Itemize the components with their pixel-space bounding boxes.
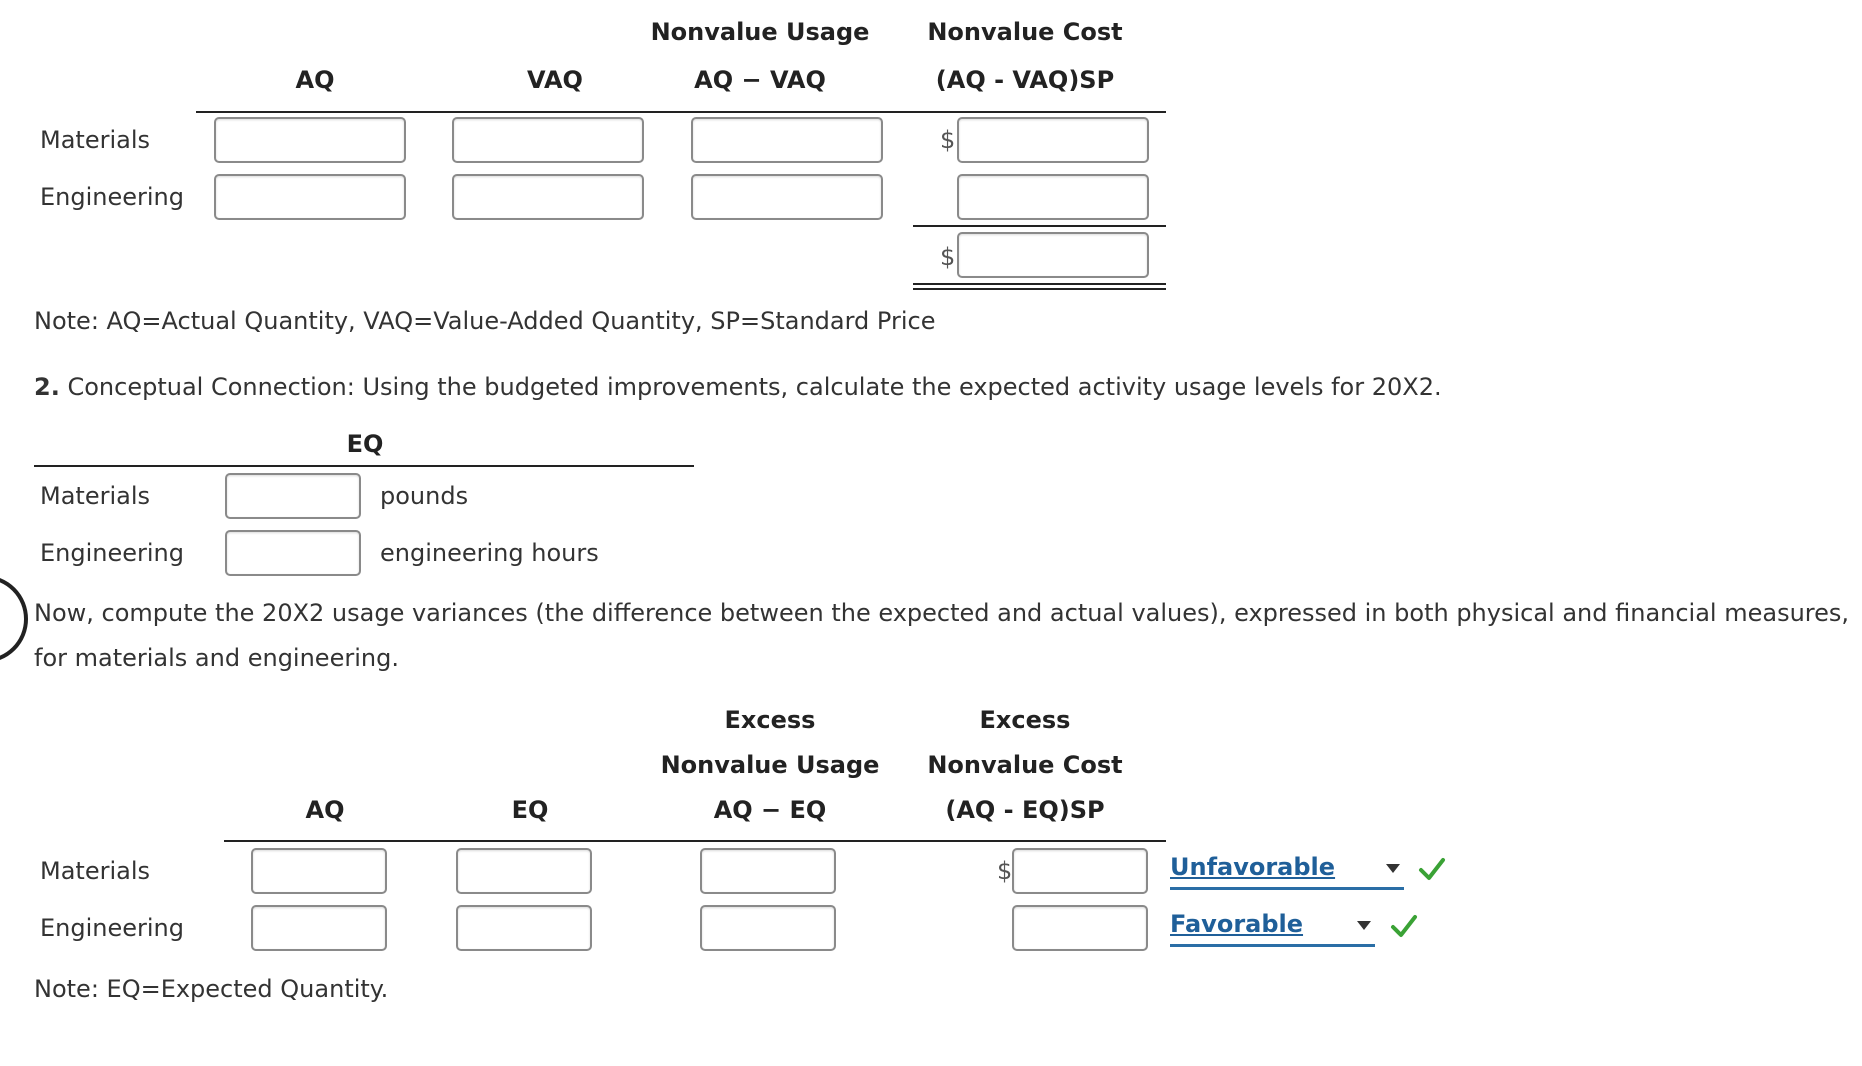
nonvalue-cost-header-line2: (AQ - VAQ)SP <box>935 66 1115 94</box>
table1-total-double-rule-bottom <box>913 288 1166 290</box>
table1-materials-aq-input[interactable] <box>214 117 406 163</box>
excess-cost-header-line1: Excess <box>979 706 1071 734</box>
page-edge-arc <box>0 575 28 663</box>
table3-materials-aq-input[interactable] <box>251 848 387 894</box>
excess-usage-header-line2: Nonvalue Usage <box>660 751 880 779</box>
table3-engineering-variance-select[interactable] <box>1170 910 1375 947</box>
excess-cost-header-line2: Nonvalue Cost <box>927 751 1123 779</box>
table3-engineering-eq-input[interactable] <box>456 905 592 951</box>
table1-row-engineering-label: Engineering <box>40 183 184 211</box>
question2-number: 2. <box>34 373 60 401</box>
table3-engineering-cost-input[interactable] <box>1012 905 1148 951</box>
table2-engineering-eq-input[interactable] <box>225 530 361 576</box>
check-icon <box>1390 913 1418 939</box>
table1-total-double-rule-top <box>913 283 1166 285</box>
table2-materials-eq-input[interactable] <box>225 473 361 519</box>
table1-engineering-aq-input[interactable] <box>214 174 406 220</box>
question2-body: Conceptual Connection: Using the budgeted improvements, calculate the expected activity usage levels for 20X2. <box>67 373 1442 401</box>
table1-engineering-vaq-input[interactable] <box>452 174 644 220</box>
table1-note: Note: AQ=Actual Quantity, VAQ=Value-Added Quantity, SP=Standard Price <box>34 307 936 335</box>
instruction-line2: for materials and engineering. <box>34 644 399 672</box>
table3-engineering-variance-value: Favorable <box>1170 910 1304 938</box>
vaq-header: VAQ <box>527 66 583 94</box>
table3-engineering-aq-input[interactable] <box>251 905 387 951</box>
table3-eq-header: EQ <box>511 796 549 824</box>
nonvalue-usage-header-line1: Nonvalue Usage <box>650 18 870 46</box>
excess-usage-header-line3: AQ − EQ <box>713 796 827 824</box>
table1-engineering-usage-input[interactable] <box>691 174 883 220</box>
table1-materials-cost-input[interactable] <box>957 117 1149 163</box>
table1-total-dollar-sign: $ <box>940 243 956 271</box>
table2-materials-unit: pounds <box>380 482 469 510</box>
table2-row-engineering-label: Engineering <box>40 539 184 567</box>
table1-engineering-cost-input[interactable] <box>957 174 1149 220</box>
instruction-line1: Now, compute the 20X2 usage variances (the difference between the expected and actual values), expressed in both physical and financial measures, <box>34 599 1850 627</box>
table3-materials-eq-input[interactable] <box>456 848 592 894</box>
table1-total-cost-input[interactable] <box>957 232 1149 278</box>
nonvalue-cost-header-line1: Nonvalue Cost <box>927 18 1123 46</box>
table3-materials-variance-select[interactable] <box>1170 853 1404 890</box>
table1-header-rule <box>196 111 1166 113</box>
chevron-down-icon <box>1386 864 1400 873</box>
table3-engineering-usage-input[interactable] <box>700 905 836 951</box>
nonvalue-usage-header-line2: AQ − VAQ <box>694 66 826 94</box>
table3-materials-usage-input[interactable] <box>700 848 836 894</box>
excess-cost-header-line3: (AQ - EQ)SP <box>945 796 1105 824</box>
question2-text <box>34 373 1442 401</box>
table2-engineering-unit: engineering hours <box>380 539 599 567</box>
table2-header-rule <box>34 465 694 467</box>
table3-materials-cost-input[interactable] <box>1012 848 1148 894</box>
eq-header: EQ <box>346 430 384 458</box>
table1-materials-dollar-sign: $ <box>940 126 956 154</box>
table3-row-engineering-label: Engineering <box>40 914 184 942</box>
table2-row-materials-label: Materials <box>40 482 151 510</box>
table1-row-materials-label: Materials <box>40 126 151 154</box>
table1-subtotal-rule <box>913 225 1166 227</box>
table3-row-materials-label: Materials <box>40 857 151 885</box>
table3-header-rule <box>224 840 1166 842</box>
table3-materials-dollar-sign: $ <box>997 857 1013 885</box>
check-icon <box>1418 856 1446 882</box>
table3-aq-header: AQ <box>305 796 345 824</box>
chevron-down-icon <box>1357 921 1371 930</box>
table1-materials-usage-input[interactable] <box>691 117 883 163</box>
table3-note: Note: EQ=Expected Quantity. <box>34 975 389 1003</box>
excess-usage-header-line1: Excess <box>724 706 816 734</box>
table1-materials-vaq-input[interactable] <box>452 117 644 163</box>
aq-header: AQ <box>295 66 335 94</box>
table3-materials-variance-value: Unfavorable <box>1170 853 1336 881</box>
